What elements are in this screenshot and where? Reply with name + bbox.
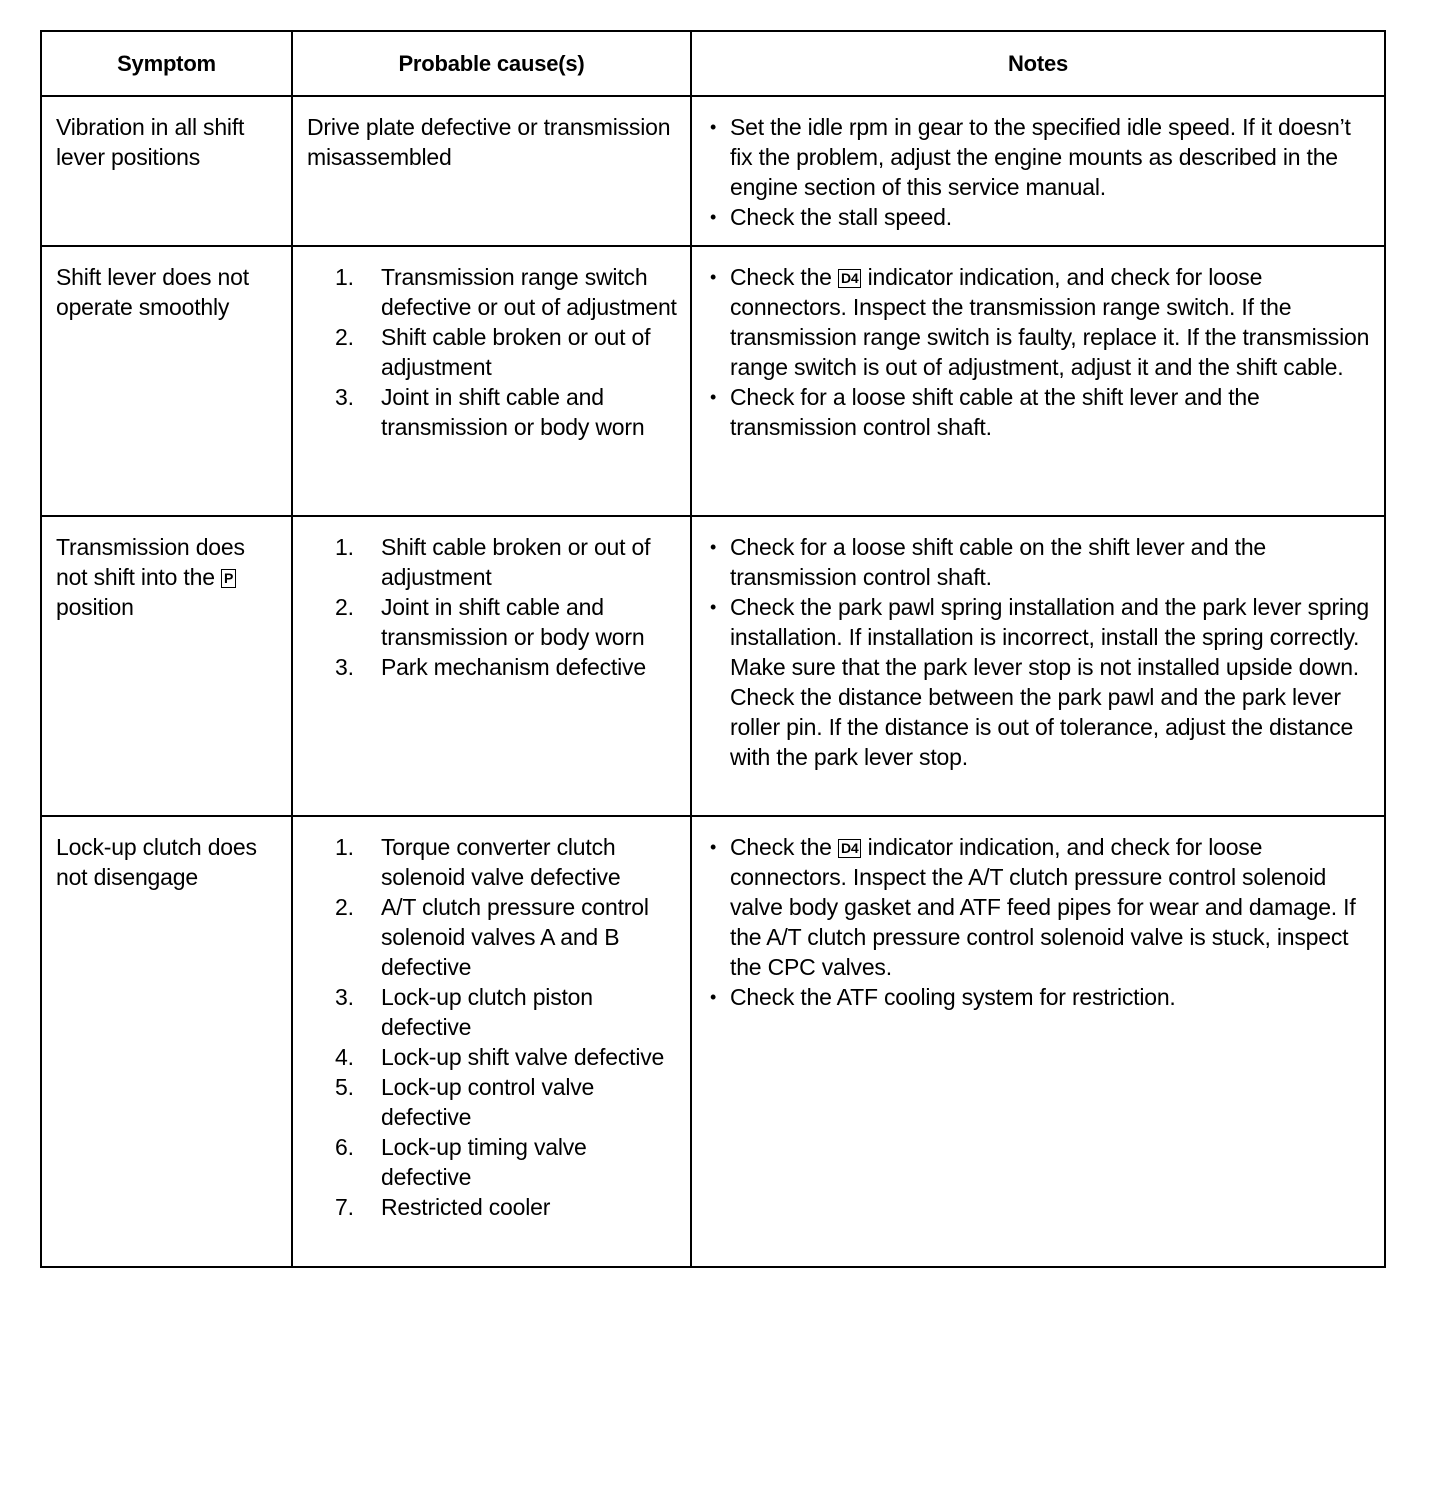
note-item xyxy=(706,382,1374,442)
cause-number: 6. xyxy=(335,1134,354,1160)
causes-cell xyxy=(292,516,691,816)
cause-number: 4. xyxy=(335,1044,354,1070)
cause-list xyxy=(307,532,680,682)
cause-text: Lock-up timing valve defective xyxy=(381,1134,587,1190)
position-p-icon: P xyxy=(221,569,236,588)
symptom-cell xyxy=(41,96,292,246)
cause-text: Joint in shift cable and transmission or body worn xyxy=(381,384,645,440)
symptom-text: Lock-up clutch does not disengage xyxy=(56,834,257,890)
table-row xyxy=(41,96,1385,246)
note-text: Check the stall speed. xyxy=(730,204,952,230)
notes-cell xyxy=(691,96,1385,246)
cause-item xyxy=(307,322,680,382)
table-row xyxy=(41,516,1385,816)
cause-text: Park mechanism defective xyxy=(381,654,646,680)
cause-list xyxy=(307,262,680,442)
note-text: indicator indication, and check for loose connectors. Inspect the A/T clutch pressure control solenoid valve body gasket and ATF feed pipes for wear and damage. If the A/T clutch pressure control solenoid valve is stuck, inspect the CPC valves. xyxy=(730,834,1356,980)
d4-indicator-icon: D4 xyxy=(838,839,862,858)
symptom-cell xyxy=(41,516,292,816)
bullet-icon: • xyxy=(710,207,717,227)
cause-text: Shift cable broken or out of adjustment xyxy=(381,324,651,380)
cause-text: A/T clutch pressure control solenoid valves A and B defective xyxy=(381,894,649,980)
bullet-icon: • xyxy=(710,267,717,287)
cause-text: Drive plate defective or transmission misassembled xyxy=(307,114,671,170)
note-item xyxy=(706,982,1374,1012)
note-item xyxy=(706,262,1374,382)
cause-number: 3. xyxy=(335,654,354,680)
cause-text: Shift cable broken or out of adjustment xyxy=(381,534,651,590)
header-row xyxy=(41,31,1385,96)
header-notes: Notes xyxy=(691,31,1385,96)
cause-number: 5. xyxy=(335,1074,354,1100)
cause-item xyxy=(307,382,680,442)
cause-text: Joint in shift cable and transmission or body worn xyxy=(381,594,645,650)
bullet-icon: • xyxy=(710,987,717,1007)
cause-item xyxy=(307,1192,680,1222)
cause-item xyxy=(307,532,680,592)
symptom-cell xyxy=(41,816,292,1267)
notes-cell xyxy=(691,816,1385,1267)
cause-number: 2. xyxy=(335,594,354,620)
header-causes: Probable cause(s) xyxy=(292,31,691,96)
cause-item xyxy=(307,1042,680,1072)
cause-number: 2. xyxy=(335,324,354,350)
cause-number: 7. xyxy=(335,1194,354,1220)
header-symptom: Symptom xyxy=(41,31,292,96)
note-item xyxy=(706,202,1374,232)
cause-item xyxy=(307,832,680,892)
cause-text: Lock-up shift valve defective xyxy=(381,1044,665,1070)
causes-cell xyxy=(292,816,691,1267)
cause-text: Restricted cooler xyxy=(381,1194,551,1220)
table-row xyxy=(41,816,1385,1267)
symptom-text: Vibration in all shift lever positions xyxy=(56,114,245,170)
notes-list xyxy=(706,262,1374,442)
cause-number: 1. xyxy=(335,264,354,290)
bullet-icon: • xyxy=(710,597,717,617)
note-item xyxy=(706,832,1374,982)
bullet-icon: • xyxy=(710,387,717,407)
troubleshooting-table xyxy=(40,30,1386,1268)
cause-number: 3. xyxy=(335,984,354,1010)
cause-item xyxy=(307,982,680,1042)
note-item xyxy=(706,532,1374,592)
cause-number: 2. xyxy=(335,894,354,920)
note-text: Check the park pawl spring installation and the park lever spring installation. If installation is incorrect, install the spring correctly. Make sure that the park lever stop is not installed upside down. Check the distance between the park pawl and the park lever roller pin. If the distance is out of tolerance, adjust the distance with the park lever stop. xyxy=(730,594,1370,770)
note-item xyxy=(706,592,1374,772)
cause-number: 3. xyxy=(335,384,354,410)
notes-cell xyxy=(691,246,1385,516)
table-row xyxy=(41,246,1385,516)
symptom-cell xyxy=(41,246,292,516)
notes-list xyxy=(706,112,1374,232)
notes-list xyxy=(706,532,1374,772)
cause-number: 1. xyxy=(335,834,354,860)
causes-cell xyxy=(292,246,691,516)
note-text: Check the ATF cooling system for restriction. xyxy=(730,984,1176,1010)
cause-item xyxy=(307,1072,680,1132)
note-text: Check the xyxy=(730,264,838,290)
note-text: Check for a loose shift cable at the shift lever and the transmission control shaft. xyxy=(730,384,1260,440)
cause-item xyxy=(307,262,680,322)
cause-number: 1. xyxy=(335,534,354,560)
cause-text: Transmission range switch defective or out of adjustment xyxy=(381,264,677,320)
d4-indicator-icon: D4 xyxy=(838,269,862,288)
cause-item xyxy=(307,652,680,682)
bullet-icon: • xyxy=(710,837,717,857)
symptom-text: Shift lever does not operate smoothly xyxy=(56,264,249,320)
note-text: Check the xyxy=(730,834,838,860)
cause-text: Lock-up clutch piston defective xyxy=(381,984,593,1040)
causes-cell xyxy=(292,96,691,246)
note-text: Set the idle rpm in gear to the specified idle speed. If it doesn’t fix the problem, adjust the engine mounts as described in the engine section of this service manual. xyxy=(730,114,1351,200)
bullet-icon: • xyxy=(710,537,717,557)
cause-text: Lock-up control valve defective xyxy=(381,1074,595,1130)
bullet-icon: • xyxy=(710,117,717,137)
cause-list xyxy=(307,832,680,1222)
notes-cell xyxy=(691,516,1385,816)
note-text: Check for a loose shift cable on the shift lever and the transmission control shaft. xyxy=(730,534,1267,590)
cause-text: Torque converter clutch solenoid valve defective xyxy=(381,834,621,890)
cause-item xyxy=(307,892,680,982)
cause-item xyxy=(307,1132,680,1192)
note-item xyxy=(706,112,1374,202)
notes-list xyxy=(706,832,1374,1012)
symptom-text: position xyxy=(56,594,134,620)
symptom-text: Transmission does not shift into the xyxy=(56,534,245,590)
cause-item xyxy=(307,592,680,652)
note-text: indicator indication, and check for loose connectors. Inspect the transmission range switch. If the transmission range switch is faulty, replace it. If the transmission range switch is out of adjustment, adjust it and the shift cable. xyxy=(730,264,1370,380)
